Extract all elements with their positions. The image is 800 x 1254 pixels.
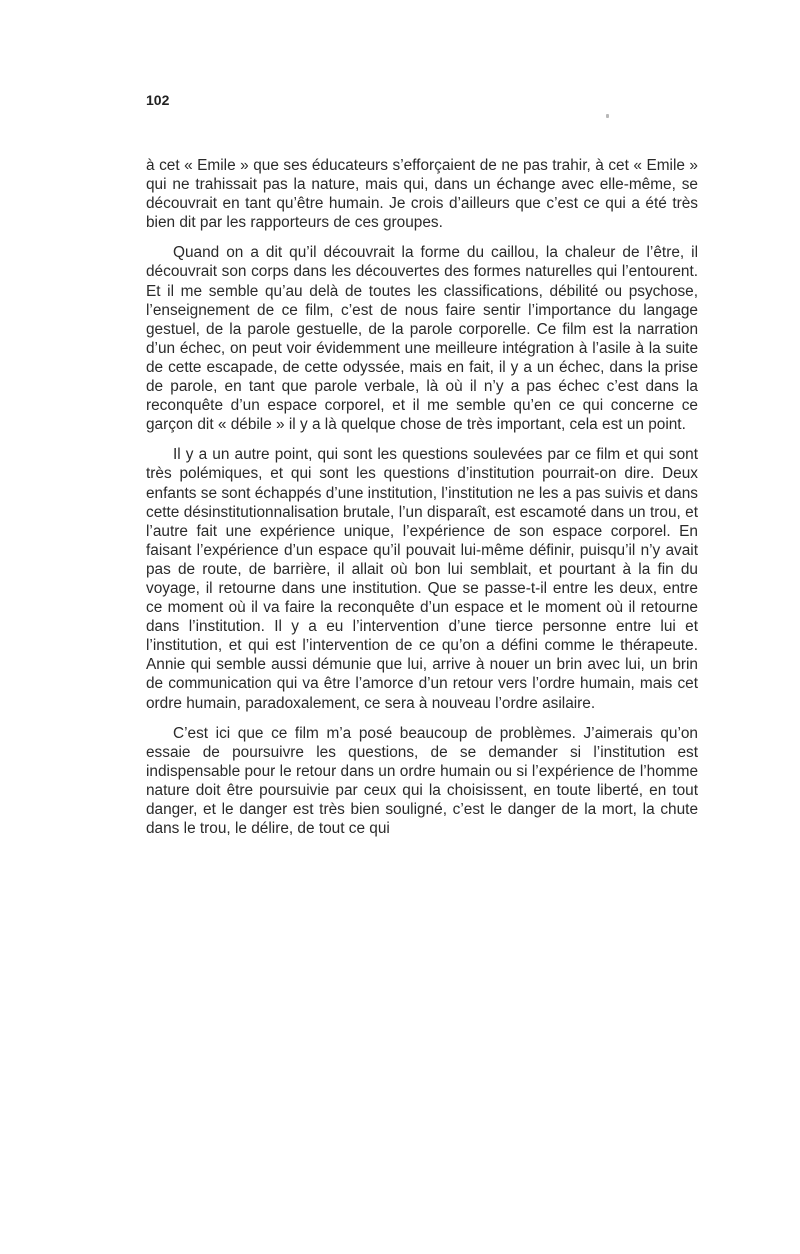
- page-number: 102: [146, 92, 170, 108]
- body-text: [146, 156, 698, 849]
- paragraph-1: à cet « Emile » que ses éducateurs s’efforçaient de ne pas trahir, à cet « Emile » qui ne trahissait pas la nature, mais qui, dans un échange avec elle-même, se découvrait en tant qu’être humain. Je crois d’ailleurs que c’est ce qui a été très bien dit par les rapporteurs de ces groupes.: [146, 157, 698, 232]
- ink-speck: [606, 114, 609, 118]
- paragraph-4: C’est ici que ce film m’a posé beaucoup de problèmes. J’aimerais qu’on essaie de poursuivre les questions, de se demander si l’institution est indispensable pour le retour dans un ordre humain ou si l’expérience de l’homme nature doit être poursuivie par ceux qui la choisissent, en toute liberté, en tout danger, et le danger est très bien souligné, c’est le danger de la mort, la chute dans le trou, le délire, de tout ce qui: [146, 724, 698, 838]
- paragraph-2: Quand on a dit qu’il découvrait la forme du caillou, la chaleur de l’être, il découvrait son corps dans les découvertes des formes naturelles qui l’entourent. Et il me semble qu’au delà de toutes les classifications, débilité ou psychose, l’enseignement de ce film, c’est de nous faire sentir l’importance du langage gestuel, de la parole gestuelle, de la parole corporelle. Ce film est la narration d’un échec, on peut voir évidemment une meilleure intégration à l’asile à la suite de cette escapade, de cette odyssée, mais en fait, il y a un échec, dans la prise de parole, en tant que parole verbale, là où il n’y a pas échec c’est dans la reconquête d’un espace corporel, et il me semble qu’en ce qui concerne ce garçon dit « débile » il y a là quelque chose de très important, cela est un point.: [146, 244, 698, 434]
- paragraph-3: Il y a un autre point, qui sont les questions soulevées par ce film et qui sont très polémiques, et qui sont les questions d’institution pourrait-on dire. Deux enfants se sont échappés d’une institution, l’institution ne les a pas suivis et dans cette désinstitutionnalisation brutale, l’un disparaît, est escamoté dans un trou, et l’autre fait une expérience unique, l’expérience de son espace corporel. En faisant l’expérience d’un espace qu’il pouvait lui-même définir, puisqu’il n’y avait pas de route, de barrière, il allait où bon lui semblait, et pourtant à la fin du voyage, il retourne dans une institution. Que se passe-t-il entre les deux, entre ce moment où il va faire la reconquête d’un espace et le moment où il retourne dans l’institution. Il y a eu l’intervention d’une tierce personne entre lui et l’institution, et qui est l’intervention de ce qu’on a défini comme le thérapeute. Annie qui semble aussi démunie que lui, arrive à nouer un brin avec lui, un brin de communication qui va être l’amorce d’un retour vers l’ordre humain, mais cet ordre humain, paradoxalement, ce sera à nouveau l’ordre asilaire.: [146, 446, 698, 712]
